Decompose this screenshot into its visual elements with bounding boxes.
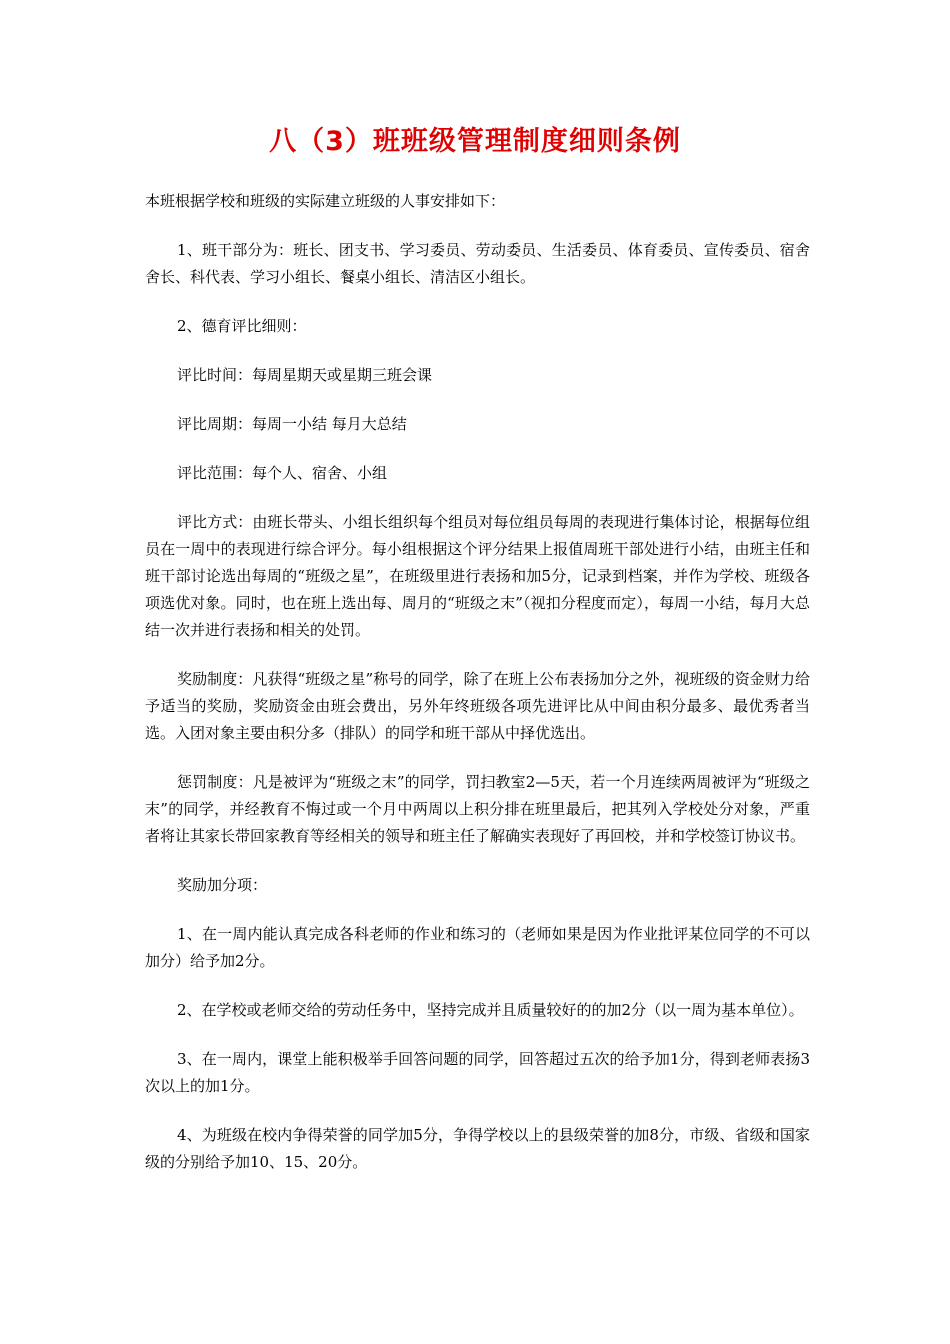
bonus-item-4: 4、为班级在校内争得荣誉的同学加5分，争得学校以上的县级荣誉的加8分，市级、省级和国家级的分别给予加10、15、20分。 — [145, 1126, 810, 1171]
evaluation-method-paragraph: 评比方式：由班长带头、小组长组织每个组员对每位组员每周的表现进行集体讨论，根据每位组员在一周中的表现进行综合评分。每小组根据这个评分结果上报值周班干部处进行小结，由班主任和班干部讨论选出每周的“班级之星”，在班级里进行表扬和加5分，记录到档案，并作为学校、班级各项选优对象。同时，也在班上选出每、周月的“班级之末”（视扣分程度而定），每周一小结，每月大总结一次并进行表扬和相关的处罚。 — [145, 513, 810, 639]
evaluation-cycle-paragraph: 评比周期：每周一小结 每月大总结 — [177, 415, 407, 433]
evaluation-scope-paragraph: 评比范围：每个人、宿舍、小组 — [177, 464, 388, 482]
bonus-item-1: 1、在一周内能认真完成各科老师的作业和练习的（老师如果是因为作业批评某位同学的不可以加分）给予加2分。 — [145, 925, 810, 970]
evaluation-time-paragraph: 评比时间：每周星期天或星期三班会课 — [177, 366, 433, 384]
reward-system-paragraph: 奖励制度：凡获得“班级之星”称号的同学，除了在班上公布表扬加分之外，视班级的资金财力给予适当的奖励，奖励资金由班会费出，另外年终班级各项先进评比从中间由积分最多、最优秀者当选。入团对象主要由积分多（排队）的同学和班干部从中择优选出。 — [145, 670, 810, 742]
penalty-system-paragraph: 惩罚制度：凡是被评为“班级之末”的同学，罚扫教室2—5天，若一个月连续两周被评为“班级之末”的同学，并经教育不悔过或一个月中两周以上积分排在班里最后，把其列入学校处分对象，严重者将让其家长带回家教育等经相关的领导和班主任了解确实表现好了再回校，并和学校签订协议书。 — [145, 773, 810, 845]
bonus-item-3: 3、在一周内，课堂上能积极举手回答问题的同学，回答超过五次的给予加1分，得到老师表扬3次以上的加1分。 — [145, 1050, 810, 1095]
bonus-items-heading: 奖励加分项： — [177, 876, 268, 894]
bonus-item-2: 2、在学校或老师交给的劳动任务中，坚持完成并且质量较好的的加2分（以一周为基本单位）。 — [177, 1001, 804, 1019]
document-title: 八（3）班班级管理制度细则条例 — [269, 126, 681, 157]
moral-evaluation-heading: 2、德育评比细则： — [177, 317, 307, 335]
cadre-list-paragraph: 1、班干部分为：班长、团支书、学习委员、劳动委员、生活委员、体育委员、宣传委员、宿舍舍长、科代表、学习小组长、餐桌小组长、清洁区小组长。 — [145, 241, 810, 286]
document-body — [145, 188, 810, 1198]
intro-paragraph: 本班根据学校和班级的实际建立班级的人事安排如下： — [145, 192, 506, 210]
